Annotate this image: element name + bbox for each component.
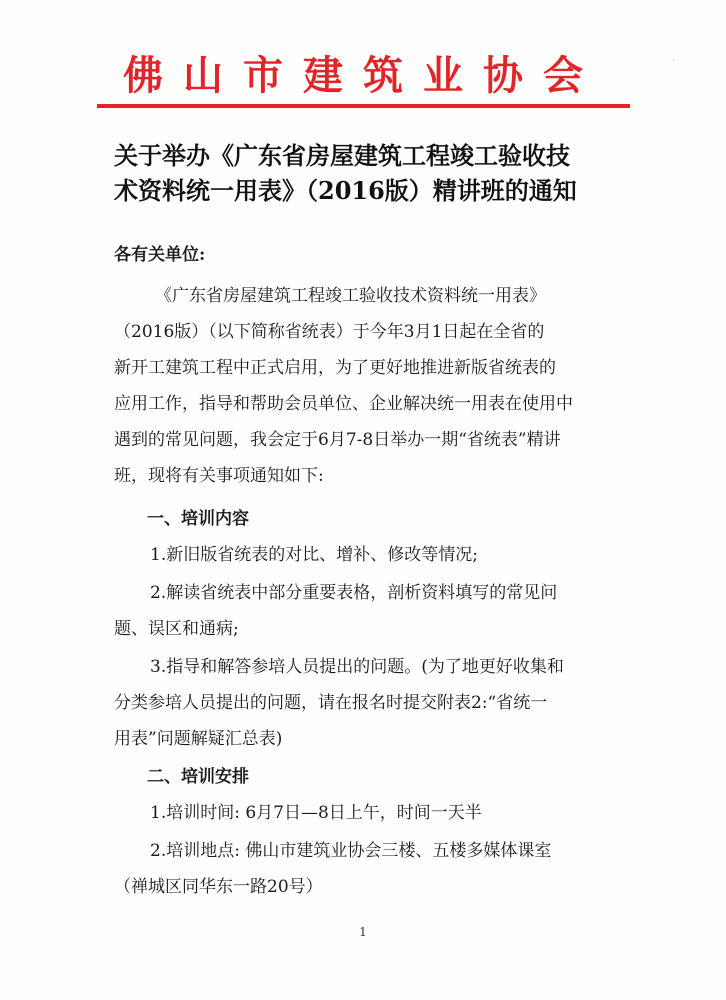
section-heading-training-arrangement: 二、培训安排	[147, 767, 249, 787]
intro-paragraph-line: 班，现将有关事项通知如下:	[114, 466, 324, 486]
intro-paragraph-line: 遇到的常见问题，我会定于6月7-8日举办一期“省统表”精讲	[114, 430, 561, 450]
intro-paragraph-line: 《广东省房屋建筑工程竣工验收技术资料统一用表》	[155, 286, 546, 306]
intro-paragraph-line: （2016版）（以下简称省统表）于今年3月1日起在全省的	[114, 322, 545, 342]
intro-paragraph-line: 新开工建筑工程中正式启用，为了更好地推进新版省统表的	[114, 358, 556, 378]
section-item-line: 题、误区和通病;	[114, 619, 239, 639]
page-number: 1	[359, 925, 367, 939]
scan-speck: ·	[672, 56, 675, 66]
section-item-line: 1.培训时间: 6月7日—8日上午，时间一天半	[150, 803, 482, 823]
notice-title-line: 术资料统一用表》（2016版）精讲班的通知	[114, 176, 577, 205]
notice-title-line: 关于举办《广东省房屋建筑工程竣工验收技	[114, 141, 570, 170]
intro-paragraph-line: 应用工作，指导和帮助会员单位、企业解决统一用表在使用中	[114, 394, 573, 414]
section-item-line: 3.指导和解答参培人员提出的问题。(为了地更好收集和	[150, 657, 564, 677]
section-item-line: 2.培训地点: 佛山市建筑业协会三楼、五楼多媒体课室	[150, 841, 552, 861]
salutation: 各有关单位:	[114, 245, 206, 265]
section-heading-training-content: 一、培训内容	[147, 509, 249, 529]
section-item-line: 1.新旧版省统表的对比、增补、修改等情况;	[150, 545, 478, 565]
section-item-line: 用表”问题解疑汇总表)	[114, 729, 283, 749]
section-item-line: 分类参培人员提出的问题，请在报名时提交附表2:“省统一	[114, 693, 548, 713]
notice-title	[114, 138, 624, 208]
letterhead-organization: 佛山市建筑业协会	[123, 52, 603, 99]
section-item-line: （禅城区同华东一路20号）	[114, 877, 323, 897]
section-item-line: 2.解读省统表中部分重要表格，剖析资料填写的常见问	[150, 583, 558, 603]
letterhead-red-rule	[97, 104, 630, 108]
